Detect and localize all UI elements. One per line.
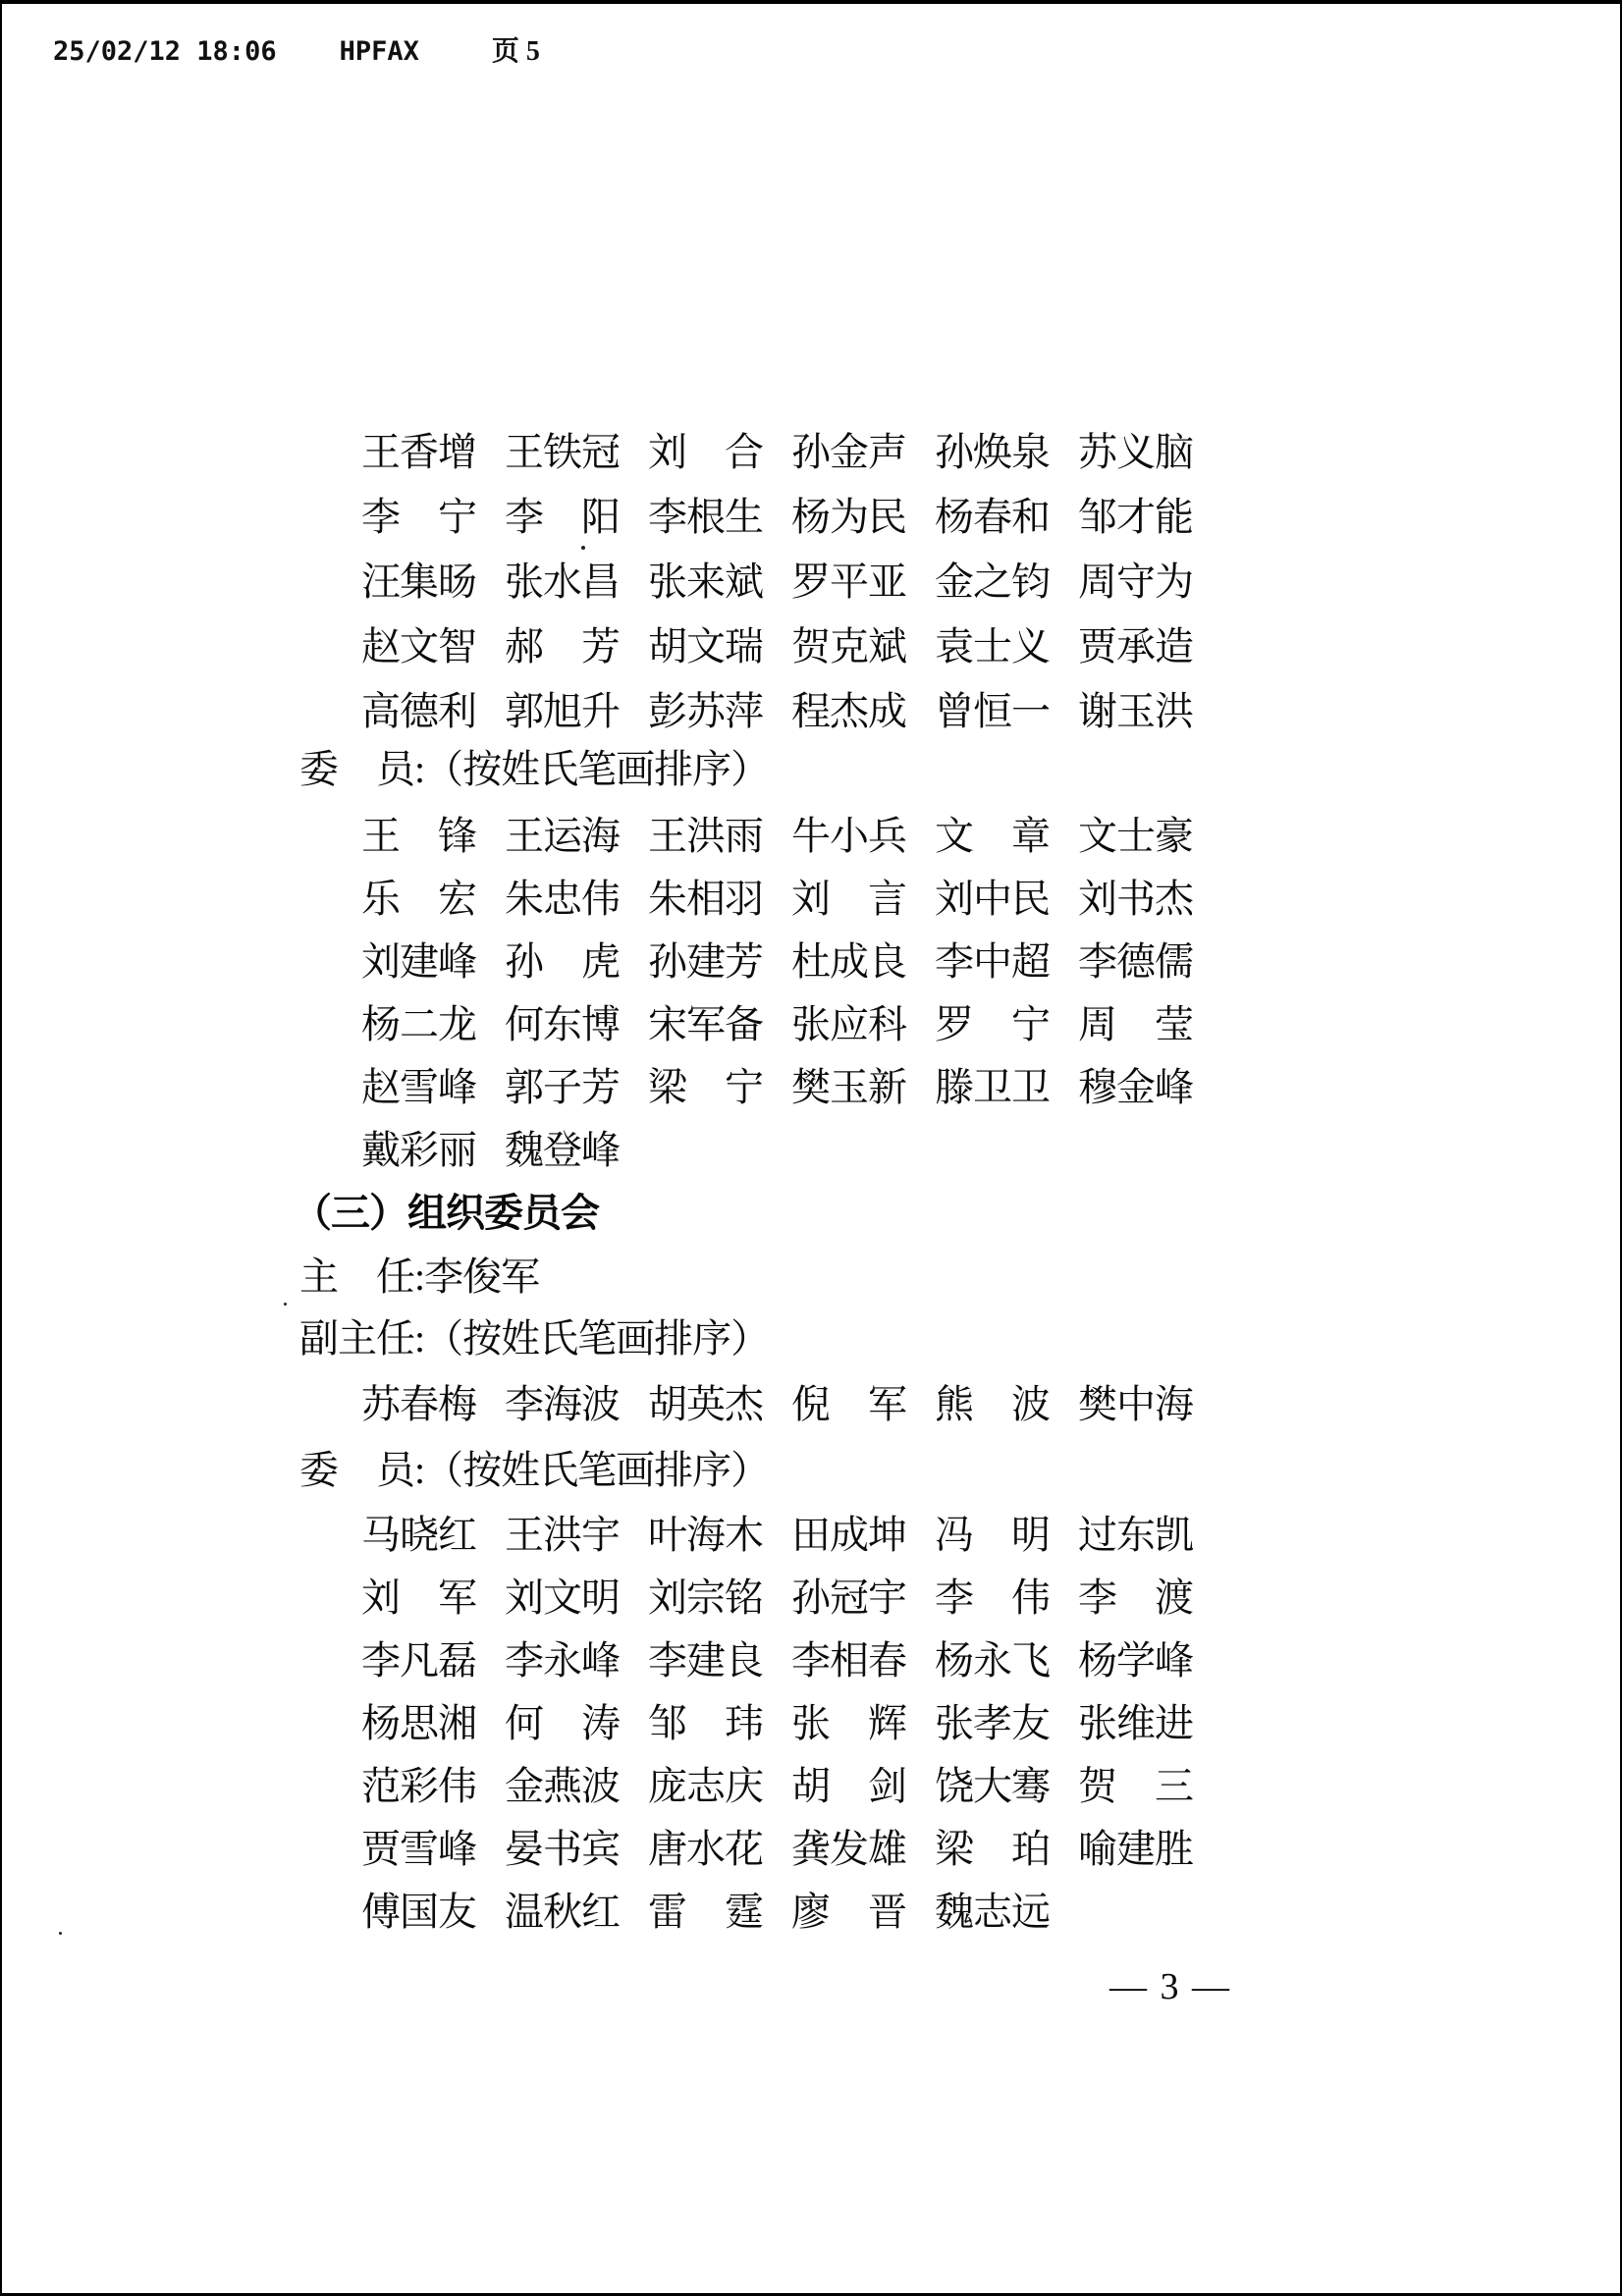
- name-row: [361, 868, 1221, 931]
- scan-noise-speck: [284, 1303, 287, 1306]
- person-name: 袁士义: [935, 624, 1050, 668]
- person-name: 滕卫卫: [935, 1065, 1050, 1109]
- name-row: [361, 420, 1221, 485]
- person-name: 乐 宏: [361, 877, 476, 921]
- person-name: 金燕波: [505, 1764, 620, 1808]
- person-name: 李中超: [935, 939, 1050, 984]
- person-name: 李 阳: [505, 495, 620, 539]
- name-row: [361, 1629, 1221, 1692]
- members-grid-2: [361, 1504, 1221, 1944]
- person-name: 高德利: [361, 689, 476, 733]
- name-row: [361, 1504, 1221, 1567]
- name-row: [361, 485, 1221, 550]
- person-name: 杨春和: [935, 495, 1050, 539]
- person-name: 张维进: [1078, 1701, 1193, 1745]
- person-name: 庞志庆: [648, 1764, 763, 1808]
- person-name: 李德儒: [1078, 939, 1193, 984]
- person-name: 李建良: [648, 1638, 763, 1682]
- person-name: 王洪宇: [505, 1513, 620, 1557]
- person-name: 周守为: [1078, 560, 1193, 604]
- person-name: 胡 剑: [791, 1764, 906, 1808]
- name-row: [361, 993, 1221, 1056]
- person-name: 王洪雨: [648, 814, 763, 858]
- name-row: [361, 931, 1221, 993]
- footer-page-number: — 3 —: [1109, 1966, 1231, 2007]
- director-line: 主 任:李俊军: [299, 1255, 540, 1299]
- person-name: 刘文明: [505, 1575, 620, 1620]
- deputy-director-heading: 副主任:（按姓氏笔画排序）: [299, 1316, 770, 1361]
- person-name: 杨为民: [791, 495, 906, 539]
- person-name: 杨学峰: [1078, 1638, 1193, 1682]
- person-name: 邹才能: [1078, 495, 1193, 539]
- person-name: 郭旭升: [505, 689, 620, 733]
- person-name: 程杰成: [791, 689, 906, 733]
- name-row: [361, 679, 1221, 744]
- person-name: 傅国友: [361, 1890, 476, 1934]
- person-name: 倪 军: [791, 1382, 906, 1426]
- person-name: 牛小兵: [791, 814, 906, 858]
- person-name: 李根生: [648, 495, 763, 539]
- person-name: 李 渡: [1078, 1575, 1193, 1620]
- fax-device-name: HPFAX: [339, 36, 419, 67]
- members-grid-1: [361, 805, 1221, 1182]
- name-row: [361, 1755, 1221, 1818]
- person-name: 廖 晋: [791, 1890, 906, 1934]
- person-name: 朱忠伟: [505, 877, 620, 921]
- person-name: 刘书杰: [1078, 877, 1193, 921]
- person-name: 邹 玮: [648, 1701, 763, 1745]
- members-heading-2: 委 员:（按姓氏笔画排序）: [299, 1448, 770, 1492]
- person-name: 曾恒一: [935, 689, 1050, 733]
- person-name: 杨思湘: [361, 1701, 476, 1745]
- person-name: 晏书宾: [505, 1827, 620, 1871]
- person-name: 魏志远: [935, 1890, 1050, 1934]
- person-name: 彭苏萍: [648, 689, 763, 733]
- person-name: 刘 言: [791, 877, 906, 921]
- name-row: [361, 1056, 1221, 1119]
- person-name: 孙建芳: [648, 939, 763, 984]
- person-name: 孙 虎: [505, 939, 620, 984]
- person-name: 苏春梅: [361, 1382, 476, 1426]
- person-name: 冯 明: [935, 1513, 1050, 1557]
- name-row: [361, 550, 1221, 614]
- person-name: 杜成良: [791, 939, 906, 984]
- person-name: 李 伟: [935, 1575, 1050, 1620]
- person-name: 刘宗铭: [648, 1575, 763, 1620]
- person-name: 刘中民: [935, 877, 1050, 921]
- person-name: 胡文瑞: [648, 624, 763, 668]
- person-name: 李永峰: [505, 1638, 620, 1682]
- name-row: [361, 1818, 1221, 1881]
- person-name: 魏登峰: [505, 1128, 620, 1172]
- person-name: 喻建胜: [1078, 1827, 1193, 1871]
- fax-datetime: 25/02/12 18:06: [53, 36, 277, 67]
- person-name: 张孝友: [935, 1701, 1050, 1745]
- members-heading-1: 委 员:（按姓氏笔画排序）: [299, 747, 770, 791]
- person-name: 熊 波: [935, 1382, 1050, 1426]
- person-name: 郭子芳: [505, 1065, 620, 1109]
- person-name: 樊玉新: [791, 1065, 906, 1109]
- person-name: 周 莹: [1078, 1002, 1193, 1046]
- person-name: 贾雪峰: [361, 1827, 476, 1871]
- deputy-directors-grid: [361, 1373, 1221, 1436]
- person-name: 胡英杰: [648, 1382, 763, 1426]
- person-name: 梁 宁: [648, 1065, 763, 1109]
- person-name: 罗平亚: [791, 560, 906, 604]
- person-name: 刘 军: [361, 1575, 476, 1620]
- person-name: 李海波: [505, 1382, 620, 1426]
- person-name: 杨二龙: [361, 1002, 476, 1046]
- scan-noise-speck: [581, 546, 585, 550]
- person-name: 樊中海: [1078, 1382, 1193, 1426]
- person-name: 李相春: [791, 1638, 906, 1682]
- person-name: 雷 霆: [648, 1890, 763, 1934]
- scan-noise-speck: [59, 1932, 62, 1935]
- fax-page-label: 页 5: [491, 36, 540, 67]
- person-name: 刘 合: [648, 430, 763, 474]
- person-name: 过东凯: [1078, 1513, 1193, 1557]
- person-name: 孙冠宇: [791, 1575, 906, 1620]
- person-name: 马晓红: [361, 1513, 476, 1557]
- person-name: 叶海木: [648, 1513, 763, 1557]
- person-name: 王运海: [505, 814, 620, 858]
- name-row: [361, 1692, 1221, 1755]
- person-name: 孙金声: [791, 430, 906, 474]
- person-name: 穆金峰: [1078, 1065, 1193, 1109]
- person-name: 唐水花: [648, 1827, 763, 1871]
- person-name: 张 辉: [791, 1701, 906, 1745]
- person-name: 郝 芳: [505, 624, 620, 668]
- name-row: [361, 1119, 1221, 1182]
- members-grid-continued: [361, 420, 1221, 744]
- person-name: 孙焕泉: [935, 430, 1050, 474]
- person-name: 何 涛: [505, 1701, 620, 1745]
- person-name: 杨永飞: [935, 1638, 1050, 1682]
- person-name: 王铁冠: [505, 430, 620, 474]
- person-name: 贺 三: [1078, 1764, 1193, 1808]
- person-name: 金之钧: [935, 560, 1050, 604]
- name-row: [361, 614, 1221, 679]
- person-name: 李 宁: [361, 495, 476, 539]
- person-name: 张水昌: [505, 560, 620, 604]
- person-name: 贾承造: [1078, 624, 1193, 668]
- person-name: 赵雪峰: [361, 1065, 476, 1109]
- person-name: 王 锋: [361, 814, 476, 858]
- person-name: 谢玉洪: [1078, 689, 1193, 733]
- person-name: 张来斌: [648, 560, 763, 604]
- person-name: 戴彩丽: [361, 1128, 476, 1172]
- person-name: 赵文智: [361, 624, 476, 668]
- person-name: 贺克斌: [791, 624, 906, 668]
- person-name: 张应科: [791, 1002, 906, 1046]
- person-name: 何东博: [505, 1002, 620, 1046]
- person-name: 文士豪: [1078, 814, 1193, 858]
- person-name: 罗 宁: [935, 1002, 1050, 1046]
- person-name: 田成坤: [791, 1513, 906, 1557]
- person-name: 李凡磊: [361, 1638, 476, 1682]
- name-row: [361, 1567, 1221, 1629]
- name-row: [361, 1881, 1221, 1944]
- name-row: [361, 805, 1221, 868]
- person-name: 温秋红: [505, 1890, 620, 1934]
- person-name: 朱相羽: [648, 877, 763, 921]
- person-name: 宋军备: [648, 1002, 763, 1046]
- fax-header: [53, 29, 540, 69]
- person-name: 苏义脑: [1078, 430, 1193, 474]
- person-name: 王香增: [361, 430, 476, 474]
- person-name: 刘建峰: [361, 939, 476, 984]
- person-name: 汪集旸: [361, 560, 476, 604]
- person-name: 文 章: [935, 814, 1050, 858]
- person-name: 梁 珀: [935, 1827, 1050, 1871]
- section-heading-org-committee: （三）组织委员会: [293, 1191, 599, 1235]
- person-name: 饶大骞: [935, 1764, 1050, 1808]
- person-name: 龚发雄: [791, 1827, 906, 1871]
- name-row: [361, 1373, 1221, 1436]
- person-name: 范彩伟: [361, 1764, 476, 1808]
